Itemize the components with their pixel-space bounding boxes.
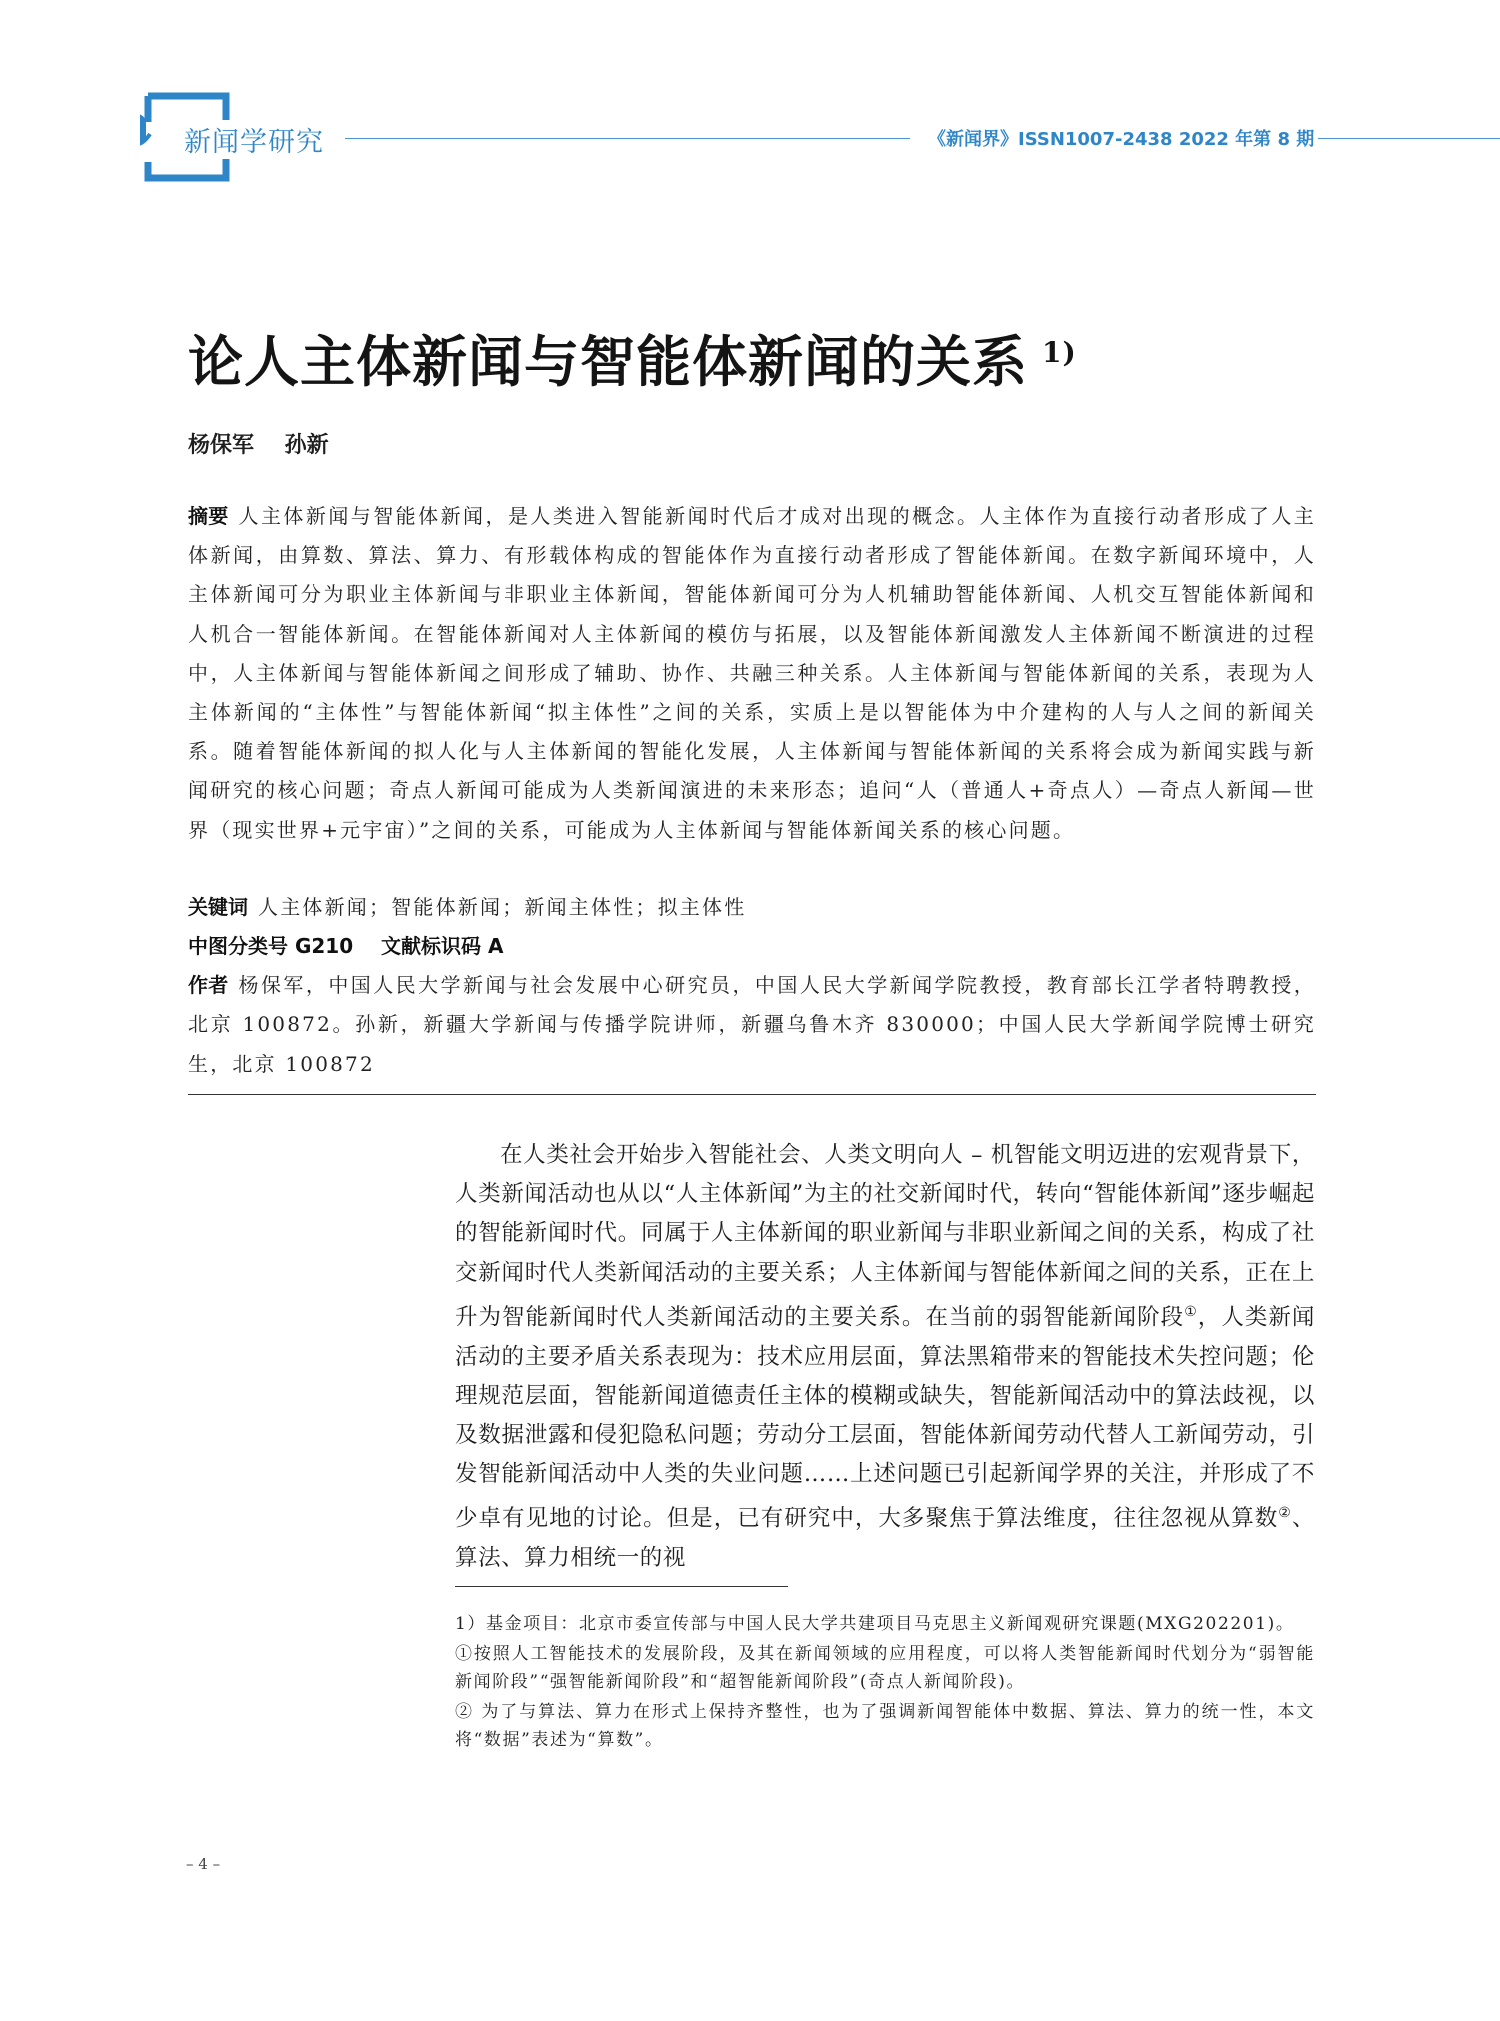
footnote-rule bbox=[455, 1586, 788, 1587]
header-rule-left bbox=[345, 138, 910, 139]
abstract-divider bbox=[188, 1094, 1316, 1095]
footnote-item: ①按照人工智能技术的发展阶段，及其在新闻领域的应用程度，可以将人类智能新闻时代划分为“弱智能新闻阶段”“强智能新闻阶段”和“超智能新闻阶段”(奇点人新闻阶段)。 bbox=[455, 1643, 1315, 1692]
article-title bbox=[188, 318, 1077, 397]
body-text-part3: 、算法、算力相统一的视 bbox=[455, 1505, 1315, 1572]
body-text-part1: 在人类社会开始步入智能社会、人类文明向人 – 机智能文明迈进的宏观背景下，人类新闻活动也从以“人主体新闻”为主的社交新闻时代，转向“智能体新闻”逐步崛起的智能新闻时代。同属于人主体新闻的职业新闻与非职业新闻之间的关系，构成了社交新闻时代人类新闻活动的主要关系；人主体新闻与智能体新闻之间的关系，正在上升为智能新闻时代人类新闻活动的主要关系。在当前的弱智能新闻阶段 bbox=[455, 1142, 1315, 1331]
title-footnote-marker: 1) bbox=[1042, 335, 1077, 369]
author-info bbox=[188, 966, 1316, 1084]
keywords-label: 关键词 bbox=[188, 895, 248, 919]
article-authors: 杨保军 孙新 bbox=[188, 433, 329, 458]
abstract bbox=[188, 497, 1316, 850]
footnote-item: ② 为了与算法、算力在形式上保持齐整性，也为了强调新闻智能体中数据、算法、算力的统一性，本文将“数据”表述为“算数”。 bbox=[455, 1701, 1315, 1750]
footnotes bbox=[455, 1610, 1315, 1756]
keywords bbox=[188, 891, 746, 920]
header-rule-right bbox=[1318, 138, 1500, 139]
keywords-text: 人主体新闻；智能体新闻；新闻主体性；拟主体性 bbox=[258, 895, 747, 919]
footnote-item: 1）基金项目：北京市委宣传部与中国人民大学共建项目马克思主义新闻观研究课题(MXG202201)。 bbox=[455, 1614, 1295, 1634]
page-number: – 4 – bbox=[186, 1855, 221, 1873]
author-info-label: 作者 bbox=[188, 973, 229, 997]
footnote-ref-1[interactable]: ① bbox=[1184, 1303, 1198, 1320]
classification-codes: 中图分类号 G210 文献标识码 A bbox=[188, 934, 504, 958]
title-text: 论人主体新闻与智能体新闻的关系 bbox=[188, 329, 1029, 394]
body-paragraph bbox=[455, 1136, 1315, 1578]
body-text-part2: ，人类新闻活动的主要矛盾关系表现为：技术应用层面，算法黑箱带来的智能技术失控问题；伦理规范层面，智能新闻道德责任主体的模糊或缺失，智能新闻活动中的算法歧视，以及数据泄露和侵犯隐私问题；劳动分工层面，智能体新闻劳动代替人工新闻劳动，引发智能新闻活动中人类的失业问题……上述问题已引起新闻学界的关注，并形成了不少卓有见地的讨论。但是，已有研究中，大多聚焦于算法维度，往往忽视从算数 bbox=[455, 1304, 1315, 1532]
abstract-label: 摘要 bbox=[188, 504, 229, 528]
journal-issue-info: 《新闻界》ISSN1007-2438 2022 年第 8 期 bbox=[928, 129, 1315, 150]
section-label: 新闻学研究 bbox=[180, 120, 328, 159]
author-info-text: 杨保军，中国人民大学新闻与社会发展中心研究员，中国人民大学新闻学院教授，教育部长江学者特聘教授，北京 100872。孙新，新疆大学新闻与传播学院讲师，新疆乌鲁木齐 830000；中国人民大学新闻学院博士研究生，北京 100872 bbox=[188, 973, 1316, 1076]
footnote-ref-2[interactable]: ② bbox=[1278, 1505, 1292, 1522]
abstract-text: 人主体新闻与智能体新闻，是人类进入智能新闻时代后才成对出现的概念。人主体作为直接行动者形成了人主体新闻，由算数、算法、算力、有形载体构成的智能体作为直接行动者形成了智能体新闻。在数字新闻环境中，人主体新闻可分为职业主体新闻与非职业主体新闻，智能体新闻可分为人机辅助智能体新闻、人机交互智能体新闻和人机合一智能体新闻。在智能体新闻对人主体新闻的模仿与拓展，以及智能体新闻激发人主体新闻不断演进的过程中，人主体新闻与智能体新闻之间形成了辅助、协作、共融三种关系。人主体新闻与智能体新闻的关系，表现为人主体新闻的“主体性”与智能体新闻“拟主体性”之间的关系，实质上是以智能体为中介建构的人与人之间的新闻关系。随着智能体新闻的拟人化与人主体新闻的智能化发展，人主体新闻与智能体新闻的关系将会成为新闻实践与新闻研究的核心问题；奇点人新闻可能成为人类新闻演进的未来形态；追问“人（普通人+奇点人）—奇点人新闻—世界（现实世界+元宇宙）”之间的关系，可能成为人主体新闻与智能体新闻关系的核心问题。 bbox=[188, 504, 1316, 842]
